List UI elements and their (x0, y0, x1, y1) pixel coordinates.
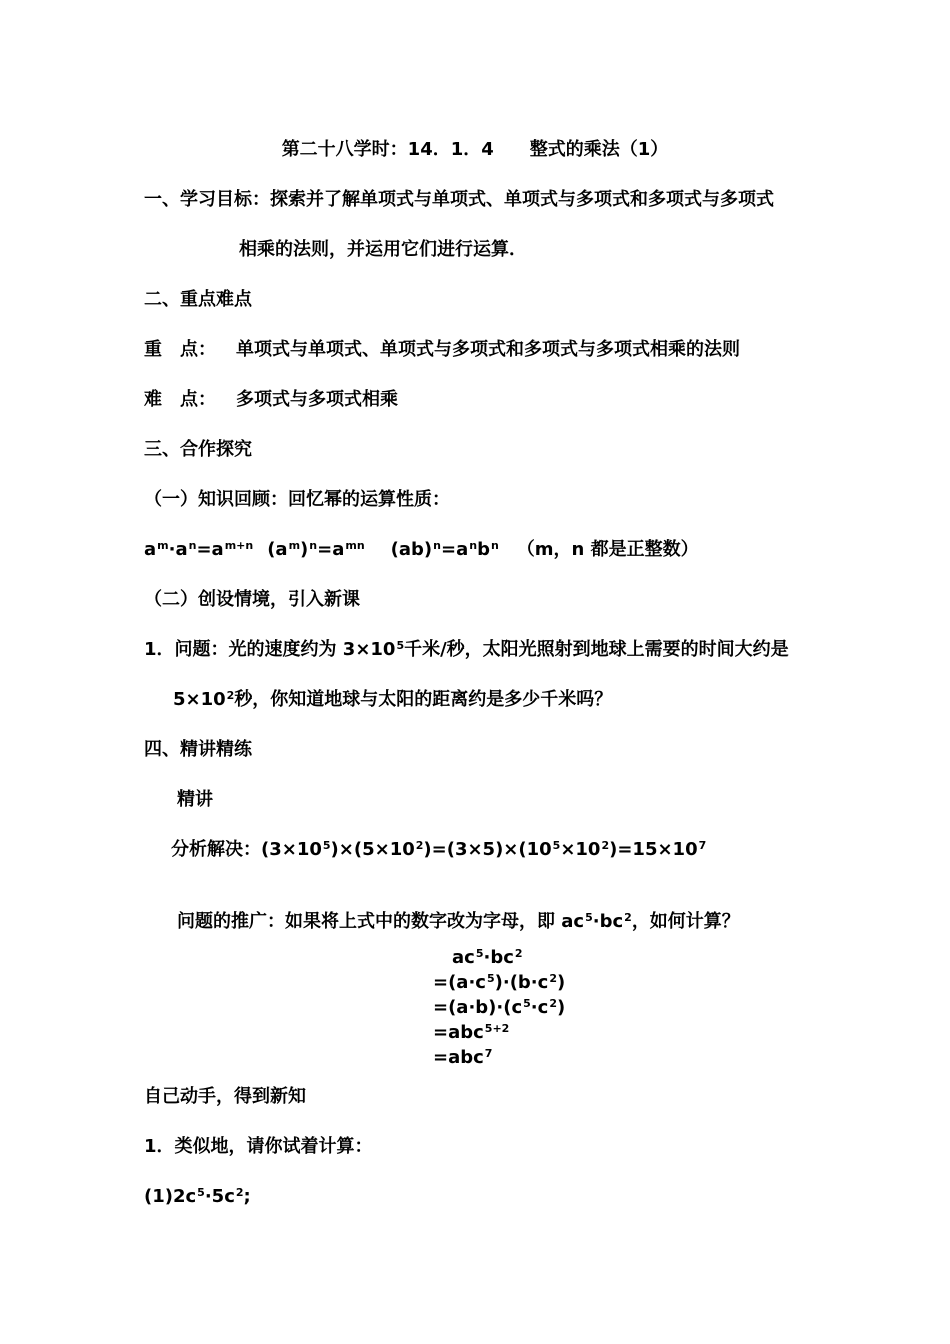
difficulty-label: 难 点： (144, 389, 216, 410)
derivation-step-4: =abc$^{5+2}$ (433, 1022, 510, 1043)
generalization-line: 问题的推广：如果将上式中的数字改为字母，即 $ac^5\cdot bc^2$，如何计算？ (177, 911, 740, 932)
analysis-line: 分析解决：$(3\times 10^5)\times(5\times 10^2)=(3\times 5)\times(10^5\times 10^2)=15\times 10^7$ (171, 839, 707, 860)
lecture-heading: 四、精讲精练 (144, 739, 252, 760)
focus-row (144, 338, 740, 362)
practice-item-1: 1．类似地，请你试着计算： (144, 1136, 373, 1157)
exercise-1: $(1)2c^5\cdot 5c^2$; (144, 1186, 251, 1207)
review-heading: （一）知识回顾：回忆幂的运算性质： (144, 489, 450, 510)
objective-line-1: 一、学习目标：探索并了解单项式与单项式、单项式与多项式和多项式与多项式 (144, 189, 774, 210)
difficulty-text: 多项式与多项式相乘 (236, 389, 398, 410)
derivation-step-5: =abc$^7$ (433, 1047, 493, 1068)
power-rules-note: （m，n 都是正整数） (516, 539, 699, 560)
power-rules: $a^m\cdot a^n=a^{m+n}$ $(a^m)^n=a^{mn}$ $(ab)^n=a^nb^n$ （m，n 都是正整数） (144, 539, 699, 560)
page-title: 第二十八学时：14．1．4 整式的乘法（1） (281, 139, 669, 160)
focus-text: 单项式与单项式、单项式与多项式和多项式与多项式相乘的法则 (236, 339, 740, 360)
lecture-subheading: 精讲 (177, 789, 213, 810)
derivation-step-1: $ac^5\cdot bc^2$ (452, 947, 523, 968)
analysis-label: 分析解决： (171, 839, 261, 860)
situation-heading: （二）创设情境，引入新课 (144, 589, 360, 610)
key-points-heading: 二、重点难点 (144, 289, 252, 310)
problem-line-1: 1．问题：光的速度约为 $3\times 10^5$千米/秒，太阳光照射到地球上需要的时间大约是 (144, 639, 789, 660)
explore-heading: 三、合作探究 (144, 439, 252, 460)
practice-heading: 自己动手，得到新知 (144, 1086, 306, 1107)
derivation-step-2: $=(a\cdot c^5)\cdot(b\cdot c^2)$ (433, 972, 566, 993)
problem-line-2: $5\times 10^2$秒，你知道地球与太阳的距离约是多少千米吗？ (173, 689, 613, 710)
objective-line-2: 相乘的法则，并运用它们进行运算． (239, 239, 527, 260)
derivation-step-3: $=(a\cdot b)\cdot(c^5\cdot c^2)$ (433, 997, 566, 1018)
difficulty-row (144, 388, 398, 412)
focus-label: 重 点： (144, 339, 216, 360)
